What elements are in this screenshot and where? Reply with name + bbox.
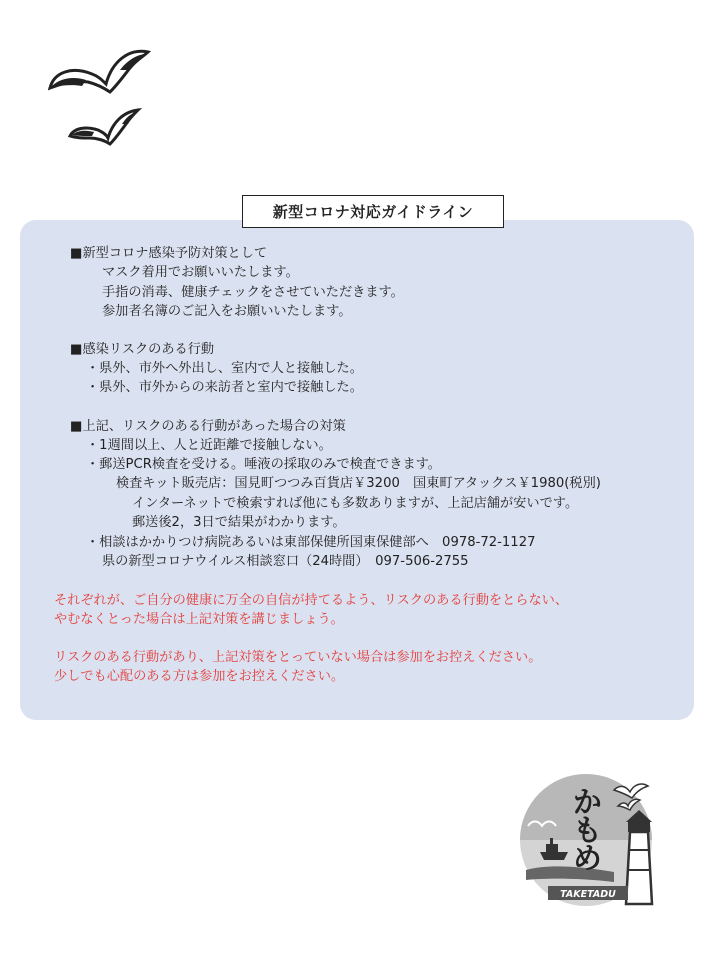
kamome-logo: [518, 770, 668, 915]
list-item: ・郵送PCR検査を受ける。唾液の採取のみで検査できます。: [86, 457, 441, 472]
list-item: 手指の消毒、健康チェックをさせていただきます。: [102, 285, 404, 300]
list-item: マスク着用でお願いいたします。: [102, 265, 299, 280]
section-heading: ■感染リスクのある行動: [70, 342, 215, 357]
page-title: 新型コロナ対応ガイドライン: [242, 195, 504, 228]
list-item: ・県外、市外へ外出し、室内で人と接触した。: [86, 361, 363, 376]
section-heading: ■新型コロナ感染予防対策として: [70, 246, 268, 261]
lighthouse-icon: [626, 810, 652, 904]
list-item: 郵送後2，3日で結果がわかります。: [132, 515, 346, 530]
list-item: ・1週間以上、人と近距離で接触しない。: [86, 438, 332, 453]
notice-text: 少しでも心配のある方は参加をお控えください。: [54, 669, 345, 684]
logo-subtext: TAKETADU: [560, 889, 616, 900]
list-item: 検査キット販売店：国見町つつみ百貨店￥3200 国東町アタックス￥1980(税別): [116, 476, 601, 491]
list-item: ・相談はかかりつけ病院あるいは東部保健所国東保健部へ 0978-72-1127: [86, 535, 536, 550]
notice-text: リスクのある行動があり、上記対策をとっていない場合は参加をお控えください。: [54, 650, 542, 665]
list-item: 参加者名簿のご記入をお願いいたします。: [102, 304, 352, 319]
logo-text: かもめ: [566, 786, 602, 870]
notice-text: やむなくとった場合は上記対策を講じましょう。: [54, 612, 344, 627]
notice-text: それぞれが、ご自分の健康に万全の自信が持てるよう、リスクのある行動をとらない、: [54, 593, 569, 608]
list-item: インターネットで検索すれば他にも多数ありますが、上記店舗が安いです。: [132, 496, 579, 511]
list-item: ・県外、市外からの来訪者と室内で接触した。: [86, 380, 363, 395]
list-item: 県の新型コロナウイルス相談窓口（24時間） 097-506-2755: [102, 554, 469, 569]
section-heading: ■上記、リスクのある行動があった場合の対策: [70, 419, 346, 434]
